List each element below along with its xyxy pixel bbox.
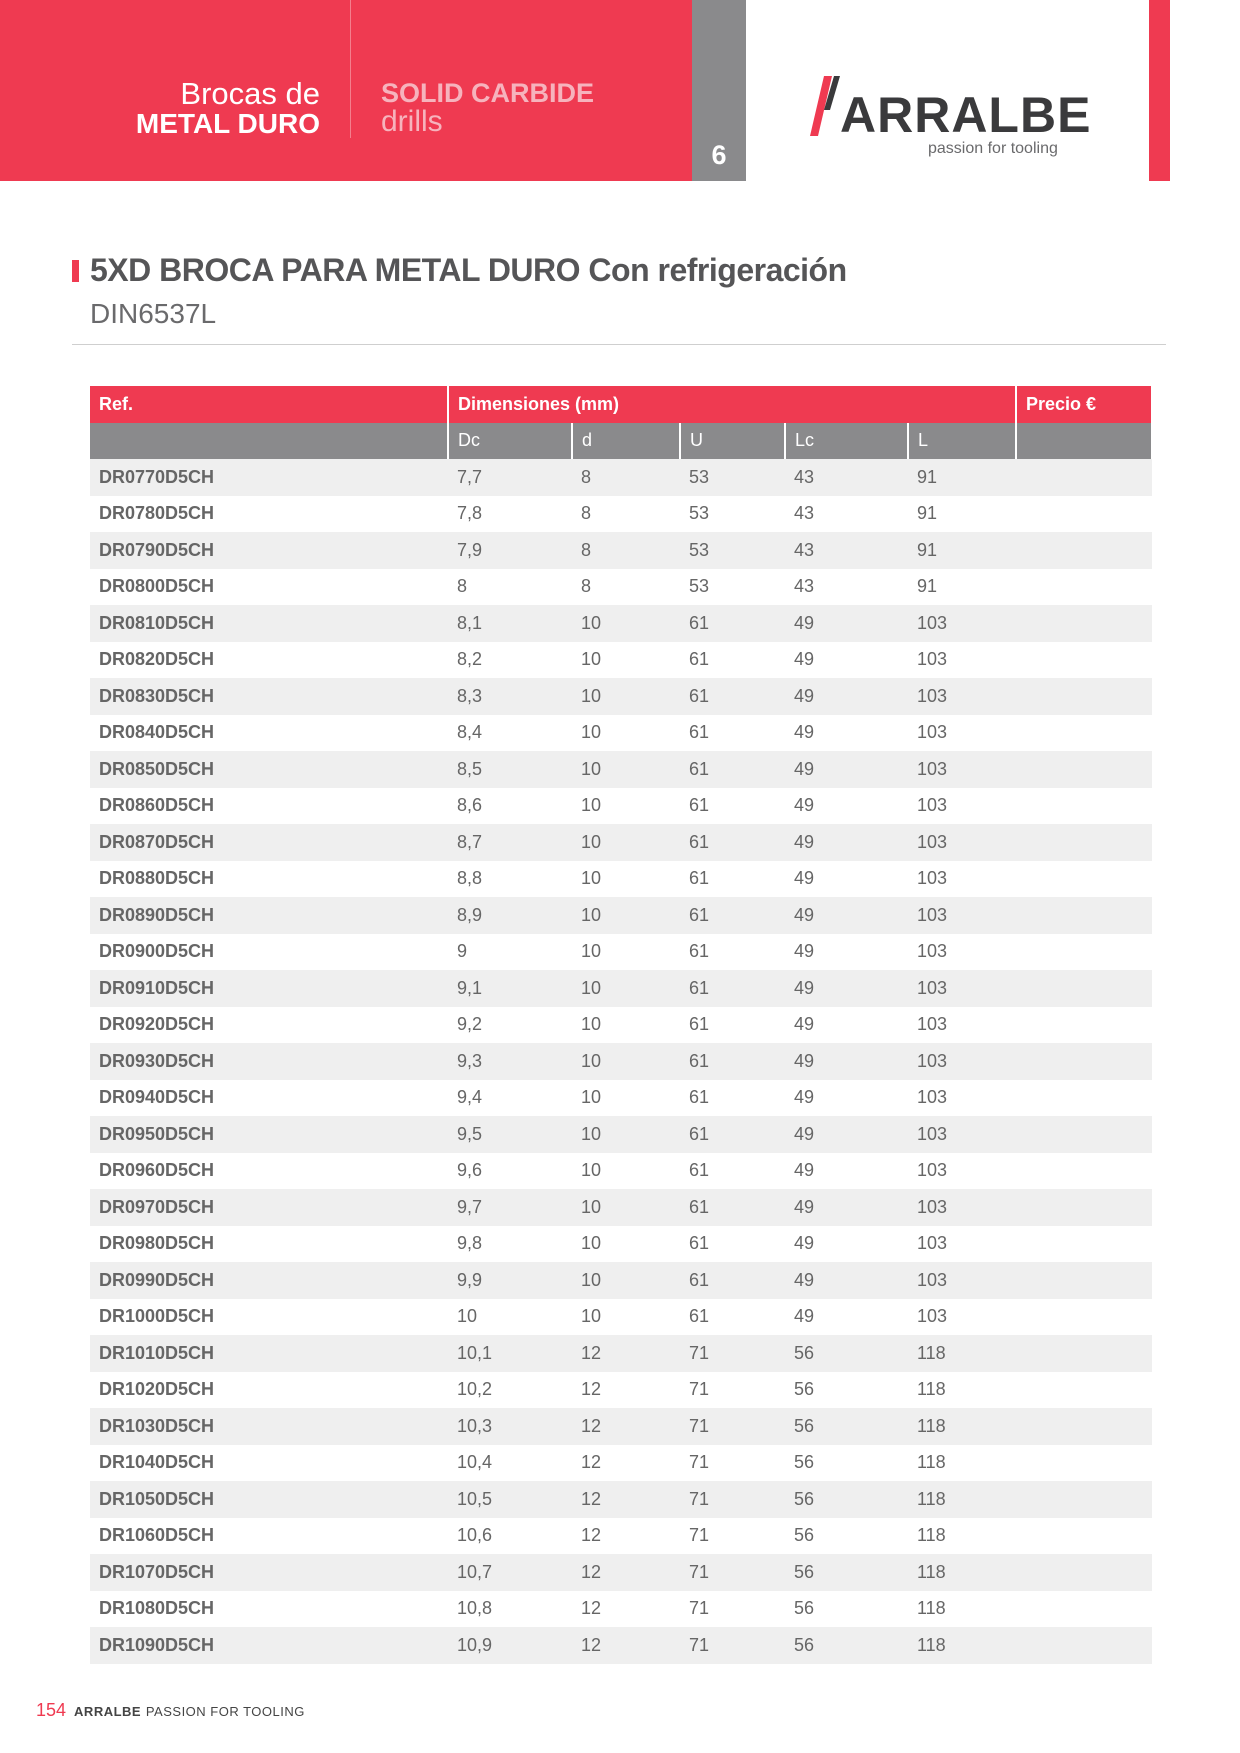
dimension-cell: 61 [680, 861, 785, 898]
dimension-cell: 10 [572, 824, 680, 861]
brand-logo [810, 72, 1092, 162]
dimension-cell: 49 [785, 1262, 908, 1299]
price-cell [1016, 824, 1152, 861]
dimension-cell: 61 [680, 788, 785, 825]
dimension-cell: 12 [572, 1518, 680, 1555]
dimension-cell: 56 [785, 1518, 908, 1555]
dimension-cell: 9,3 [448, 1043, 572, 1080]
table-row [90, 970, 1152, 1007]
table-row [90, 1481, 1152, 1518]
dimension-cell: 71 [680, 1627, 785, 1664]
table-row [90, 1080, 1152, 1117]
dimension-cell: 53 [680, 532, 785, 569]
dimension-cell: 8 [448, 569, 572, 606]
dimension-cell: 118 [908, 1481, 1016, 1518]
dimension-cell: 103 [908, 715, 1016, 752]
dimension-cell: 10 [572, 1299, 680, 1336]
dimension-cell: 71 [680, 1481, 785, 1518]
dimension-cell: 103 [908, 861, 1016, 898]
ref-cell: DR0910D5CH [90, 970, 448, 1007]
dimension-cell: 10 [572, 678, 680, 715]
dimension-cell: 71 [680, 1445, 785, 1482]
dimension-cell: 10,5 [448, 1481, 572, 1518]
dimension-cell: 49 [785, 1116, 908, 1153]
table-row [90, 751, 1152, 788]
dimension-cell: 49 [785, 824, 908, 861]
dimension-cell: 61 [680, 1226, 785, 1263]
dimension-cell: 8 [572, 532, 680, 569]
dimension-cell: 49 [785, 1189, 908, 1226]
header-col-d: d [572, 423, 680, 460]
dimension-cell: 9,2 [448, 1007, 572, 1044]
price-cell [1016, 605, 1152, 642]
footer-tagline: PASSION FOR TOOLING [145, 1704, 305, 1719]
price-cell [1016, 1591, 1152, 1628]
price-cell [1016, 1408, 1152, 1445]
dimension-cell: 49 [785, 605, 908, 642]
dimension-cell: 103 [908, 970, 1016, 1007]
dimension-cell: 9,8 [448, 1226, 572, 1263]
dimension-cell: 49 [785, 1007, 908, 1044]
dimension-cell: 8,4 [448, 715, 572, 752]
dimension-cell: 118 [908, 1627, 1016, 1664]
price-cell [1016, 751, 1152, 788]
dimension-cell: 43 [785, 532, 908, 569]
header-price-blank [1016, 423, 1152, 460]
dimension-cell: 49 [785, 1299, 908, 1336]
dimension-cell: 53 [680, 569, 785, 606]
dimension-cell: 49 [785, 934, 908, 971]
table-row [90, 642, 1152, 679]
dimension-cell: 118 [908, 1554, 1016, 1591]
dimension-cell: 12 [572, 1627, 680, 1664]
dimension-cell: 56 [785, 1591, 908, 1628]
price-cell [1016, 496, 1152, 533]
price-cell [1016, 1226, 1152, 1263]
dimension-cell: 61 [680, 1116, 785, 1153]
table-row [90, 788, 1152, 825]
ref-cell: DR0870D5CH [90, 824, 448, 861]
header-dimensions: Dimensiones (mm) [448, 386, 1016, 423]
dimension-cell: 10,4 [448, 1445, 572, 1482]
dimension-cell: 10 [572, 751, 680, 788]
dimension-cell: 9,5 [448, 1116, 572, 1153]
table-row [90, 605, 1152, 642]
dimension-cell: 61 [680, 1080, 785, 1117]
dimension-cell: 10 [572, 970, 680, 1007]
dimension-cell: 118 [908, 1408, 1016, 1445]
price-cell [1016, 788, 1152, 825]
dimension-cell: 10 [572, 1043, 680, 1080]
dimension-cell: 10 [572, 1189, 680, 1226]
dimension-cell: 12 [572, 1335, 680, 1372]
dimension-cell: 56 [785, 1554, 908, 1591]
page-subtitle: DIN6537L [90, 298, 217, 329]
header-col-l: L [908, 423, 1016, 460]
dimension-cell: 103 [908, 1080, 1016, 1117]
table-row [90, 569, 1152, 606]
dimension-cell: 10,1 [448, 1335, 572, 1372]
table-row [90, 1627, 1152, 1664]
price-cell [1016, 1116, 1152, 1153]
dimension-cell: 7,9 [448, 532, 572, 569]
dimension-cell: 12 [572, 1445, 680, 1482]
dimension-cell: 61 [680, 1007, 785, 1044]
dimension-cell: 10,7 [448, 1554, 572, 1591]
table-row [90, 824, 1152, 861]
dimension-cell: 103 [908, 897, 1016, 934]
price-cell [1016, 532, 1152, 569]
dimension-cell: 10,9 [448, 1627, 572, 1664]
ref-cell: DR1020D5CH [90, 1372, 448, 1409]
table-row [90, 1189, 1152, 1226]
ref-cell: DR0820D5CH [90, 642, 448, 679]
ref-cell: DR0950D5CH [90, 1116, 448, 1153]
ref-cell: DR0990D5CH [90, 1262, 448, 1299]
table-row [90, 715, 1152, 752]
logo-tagline: passion for tooling [928, 140, 1058, 157]
table-row [90, 1262, 1152, 1299]
dimension-cell: 12 [572, 1372, 680, 1409]
dimension-cell: 12 [572, 1591, 680, 1628]
dimension-cell: 49 [785, 1043, 908, 1080]
dimension-cell: 10 [572, 934, 680, 971]
dimension-cell: 118 [908, 1335, 1016, 1372]
price-cell [1016, 1372, 1152, 1409]
dimension-cell: 49 [785, 1226, 908, 1263]
dimension-cell: 71 [680, 1518, 785, 1555]
page-footer [36, 1700, 305, 1721]
dimension-cell: 10 [572, 715, 680, 752]
dimension-cell: 53 [680, 496, 785, 533]
dimension-cell: 103 [908, 1153, 1016, 1190]
table-row [90, 1372, 1152, 1409]
dimension-cell: 61 [680, 751, 785, 788]
dimension-cell: 8,9 [448, 897, 572, 934]
dimension-cell: 71 [680, 1335, 785, 1372]
dimension-cell: 49 [785, 1153, 908, 1190]
ref-cell: DR0780D5CH [90, 496, 448, 533]
dimension-cell: 91 [908, 459, 1016, 496]
dimension-cell: 61 [680, 1262, 785, 1299]
header-english-line1: SOLID CARBIDE [381, 78, 595, 108]
dimension-cell: 9,4 [448, 1080, 572, 1117]
price-cell [1016, 1554, 1152, 1591]
dimension-cell: 10 [572, 1080, 680, 1117]
dimension-cell: 103 [908, 934, 1016, 971]
ref-cell: DR0980D5CH [90, 1226, 448, 1263]
table-row [90, 934, 1152, 971]
ref-cell: DR1000D5CH [90, 1299, 448, 1336]
ref-cell: DR1080D5CH [90, 1591, 448, 1628]
dimension-cell: 61 [680, 1299, 785, 1336]
price-cell [1016, 569, 1152, 606]
dimension-cell: 7,7 [448, 459, 572, 496]
dimension-cell: 10 [572, 1116, 680, 1153]
dimension-cell: 9 [448, 934, 572, 971]
edge-stripe [1149, 0, 1170, 181]
header-price: Precio € [1016, 386, 1152, 423]
dimension-cell: 10,3 [448, 1408, 572, 1445]
table-row [90, 496, 1152, 533]
dimension-cell: 49 [785, 861, 908, 898]
dimension-cell: 71 [680, 1408, 785, 1445]
table-row [90, 1116, 1152, 1153]
ref-cell: DR0900D5CH [90, 934, 448, 971]
dimension-cell: 56 [785, 1408, 908, 1445]
table-row [90, 1554, 1152, 1591]
dimension-cell: 12 [572, 1554, 680, 1591]
dimension-cell: 71 [680, 1372, 785, 1409]
dimension-cell: 56 [785, 1627, 908, 1664]
dimension-cell: 8 [572, 496, 680, 533]
dimension-cell: 9,9 [448, 1262, 572, 1299]
dimension-cell: 118 [908, 1372, 1016, 1409]
dimension-cell: 10,6 [448, 1518, 572, 1555]
ref-cell: DR0970D5CH [90, 1189, 448, 1226]
ref-cell: DR0810D5CH [90, 605, 448, 642]
footer-brand: ARRALBE [74, 1704, 142, 1719]
dimension-cell: 103 [908, 824, 1016, 861]
dimension-cell: 49 [785, 642, 908, 679]
dimension-cell: 10,8 [448, 1591, 572, 1628]
dimension-cell: 56 [785, 1481, 908, 1518]
dimension-cell: 103 [908, 1299, 1016, 1336]
dimension-cell: 118 [908, 1591, 1016, 1628]
page-number: 154 [36, 1700, 67, 1720]
dimension-cell: 43 [785, 569, 908, 606]
price-cell [1016, 1518, 1152, 1555]
dimension-cell: 8,7 [448, 824, 572, 861]
ref-cell: DR0920D5CH [90, 1007, 448, 1044]
table-row [90, 678, 1152, 715]
dimension-cell: 8,3 [448, 678, 572, 715]
dimension-cell: 10 [572, 1262, 680, 1299]
dimension-cell: 103 [908, 1226, 1016, 1263]
dimension-cell: 103 [908, 1007, 1016, 1044]
dimension-cell: 7,8 [448, 496, 572, 533]
dimension-cell: 49 [785, 1080, 908, 1117]
table-row [90, 1043, 1152, 1080]
dimension-cell: 49 [785, 678, 908, 715]
ref-cell: DR0830D5CH [90, 678, 448, 715]
table-row [90, 459, 1152, 496]
dimension-cell: 10 [448, 1299, 572, 1336]
dimension-cell: 49 [785, 970, 908, 1007]
dimension-cell: 8,5 [448, 751, 572, 788]
dimension-cell: 8,8 [448, 861, 572, 898]
dimension-cell: 91 [908, 569, 1016, 606]
dimension-cell: 43 [785, 496, 908, 533]
dimension-cell: 10,2 [448, 1372, 572, 1409]
header-ref-blank [90, 423, 448, 460]
dimension-cell: 61 [680, 605, 785, 642]
dimension-cell: 10 [572, 605, 680, 642]
price-cell [1016, 861, 1152, 898]
price-cell [1016, 1627, 1152, 1664]
header-col-u: U [680, 423, 785, 460]
dimension-cell: 61 [680, 1153, 785, 1190]
dimension-cell: 9,1 [448, 970, 572, 1007]
dimension-cell: 56 [785, 1445, 908, 1482]
dimension-cell: 49 [785, 788, 908, 825]
ref-cell: DR0940D5CH [90, 1080, 448, 1117]
dimension-cell: 61 [680, 1043, 785, 1080]
price-cell [1016, 459, 1152, 496]
table-row [90, 1153, 1152, 1190]
dimension-cell: 61 [680, 970, 785, 1007]
page-title: 5XD BROCA PARA METAL DURO Con refrigeración [90, 252, 847, 288]
dimension-cell: 8,2 [448, 642, 572, 679]
dimension-cell: 103 [908, 1189, 1016, 1226]
title-marker [72, 260, 79, 282]
dimension-cell: 10 [572, 788, 680, 825]
price-cell [1016, 1043, 1152, 1080]
dimension-cell: 10 [572, 1153, 680, 1190]
dimension-cell: 56 [785, 1335, 908, 1372]
table-row [90, 1408, 1152, 1445]
dimension-cell: 9,6 [448, 1153, 572, 1190]
dimension-cell: 103 [908, 751, 1016, 788]
dimension-cell: 91 [908, 496, 1016, 533]
price-cell [1016, 642, 1152, 679]
header-col-dc: Dc [448, 423, 572, 460]
dimension-cell: 61 [680, 678, 785, 715]
dimension-cell: 43 [785, 459, 908, 496]
dimension-cell: 12 [572, 1408, 680, 1445]
dimension-cell: 61 [680, 715, 785, 752]
dimension-cell: 10 [572, 1226, 680, 1263]
price-cell [1016, 970, 1152, 1007]
ref-cell: DR0850D5CH [90, 751, 448, 788]
price-cell [1016, 1445, 1152, 1482]
table-row [90, 1226, 1152, 1263]
dimension-cell: 53 [680, 459, 785, 496]
dimension-cell: 103 [908, 1043, 1016, 1080]
header-spanish-line1: Brocas de [180, 76, 320, 111]
ref-cell: DR1050D5CH [90, 1481, 448, 1518]
ref-cell: DR0800D5CH [90, 569, 448, 606]
table-row [90, 897, 1152, 934]
title-divider [72, 344, 1166, 345]
table-row [90, 861, 1152, 898]
dimension-cell: 71 [680, 1554, 785, 1591]
ref-cell: DR1030D5CH [90, 1408, 448, 1445]
table-row [90, 1591, 1152, 1628]
dimension-cell: 91 [908, 532, 1016, 569]
price-cell [1016, 1262, 1152, 1299]
dimension-cell: 8,1 [448, 605, 572, 642]
dimension-cell: 61 [680, 934, 785, 971]
table-row [90, 532, 1152, 569]
dimension-cell: 49 [785, 751, 908, 788]
ref-cell: DR1040D5CH [90, 1445, 448, 1482]
logo-wordmark: ARRALBE [840, 87, 1092, 143]
dimension-cell: 49 [785, 715, 908, 752]
dimension-cell: 8 [572, 459, 680, 496]
ref-cell: DR0930D5CH [90, 1043, 448, 1080]
ref-cell: DR0960D5CH [90, 1153, 448, 1190]
price-cell [1016, 1299, 1152, 1336]
price-cell [1016, 1481, 1152, 1518]
header-col-lc: Lc [785, 423, 908, 460]
dimension-cell: 103 [908, 788, 1016, 825]
dimension-cell: 71 [680, 1591, 785, 1628]
chapter-number: 6 [711, 140, 727, 170]
price-cell [1016, 1335, 1152, 1372]
dimension-cell: 103 [908, 605, 1016, 642]
price-cell [1016, 678, 1152, 715]
dimension-cell: 10 [572, 861, 680, 898]
dimension-cell: 9,7 [448, 1189, 572, 1226]
dimension-cell: 61 [680, 642, 785, 679]
dimension-cell: 8,6 [448, 788, 572, 825]
dimension-cell: 61 [680, 1189, 785, 1226]
header-divider [350, 0, 351, 138]
ref-cell: DR1060D5CH [90, 1518, 448, 1555]
ref-cell: DR1090D5CH [90, 1627, 448, 1664]
table-row [90, 1518, 1152, 1555]
price-cell [1016, 715, 1152, 752]
ref-cell: DR0790D5CH [90, 532, 448, 569]
ref-cell: DR1010D5CH [90, 1335, 448, 1372]
price-cell [1016, 897, 1152, 934]
ref-cell: DR0860D5CH [90, 788, 448, 825]
dimension-cell: 103 [908, 678, 1016, 715]
table-row [90, 1335, 1152, 1372]
dimension-cell: 56 [785, 1372, 908, 1409]
ref-cell: DR0840D5CH [90, 715, 448, 752]
price-cell [1016, 1080, 1152, 1117]
price-cell [1016, 934, 1152, 971]
header-spanish-line2: METAL DURO [135, 108, 320, 139]
dimension-cell: 8 [572, 569, 680, 606]
price-cell [1016, 1153, 1152, 1190]
dimension-cell: 118 [908, 1518, 1016, 1555]
ref-cell: DR0880D5CH [90, 861, 448, 898]
header-english-line2: drills [381, 105, 443, 138]
dimension-cell: 118 [908, 1445, 1016, 1482]
ref-cell: DR0770D5CH [90, 459, 448, 496]
header-ref: Ref. [90, 386, 448, 423]
product-table [90, 386, 1153, 1664]
dimension-cell: 103 [908, 1262, 1016, 1299]
ref-cell: DR0890D5CH [90, 897, 448, 934]
dimension-cell: 61 [680, 824, 785, 861]
dimension-cell: 10 [572, 1007, 680, 1044]
table-row [90, 1445, 1152, 1482]
dimension-cell: 103 [908, 642, 1016, 679]
dimension-cell: 61 [680, 897, 785, 934]
dimension-cell: 103 [908, 1116, 1016, 1153]
dimension-cell: 12 [572, 1481, 680, 1518]
price-cell [1016, 1189, 1152, 1226]
dimension-cell: 10 [572, 897, 680, 934]
price-cell [1016, 1007, 1152, 1044]
logo-slash-icon [810, 76, 844, 136]
dimension-cell: 10 [572, 642, 680, 679]
dimension-cell: 49 [785, 897, 908, 934]
ref-cell: DR1070D5CH [90, 1554, 448, 1591]
table-row [90, 1007, 1152, 1044]
table-row [90, 1299, 1152, 1336]
